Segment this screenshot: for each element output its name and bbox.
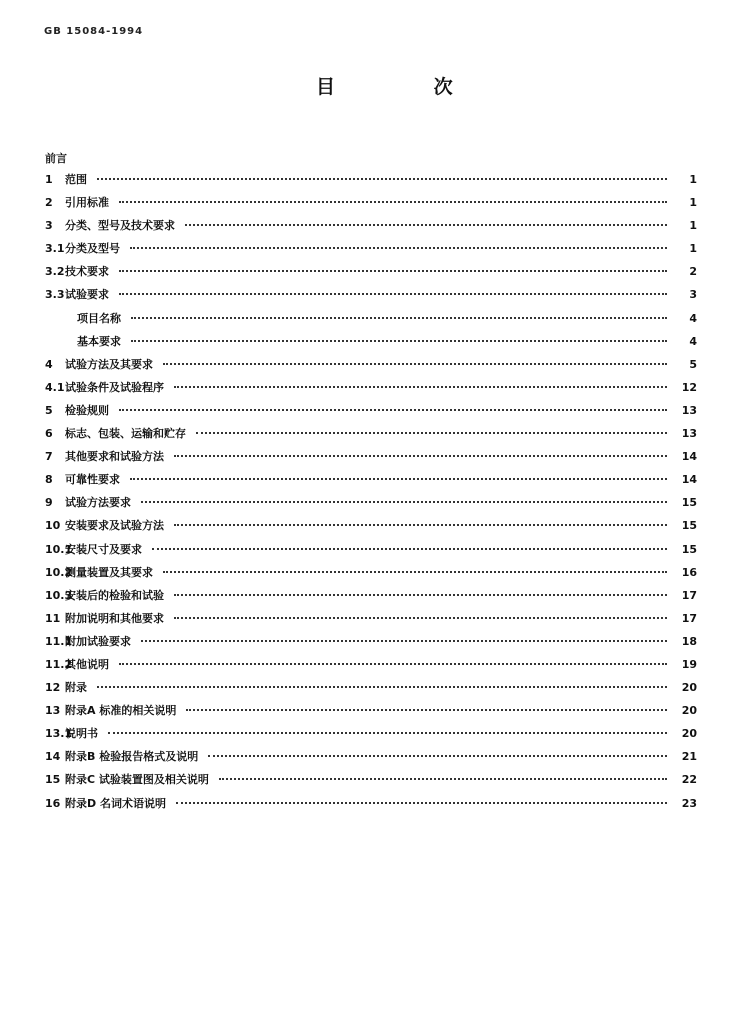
toc-entry-page: 15 bbox=[681, 519, 697, 533]
toc-entry-number: 3.2 bbox=[45, 265, 65, 279]
toc-dot-leader bbox=[97, 686, 667, 688]
toc-entry-label: 范围 bbox=[65, 173, 87, 186]
toc-entry-number: 16 bbox=[45, 796, 61, 810]
toc-entry-label: 附加试验要求 bbox=[65, 634, 131, 648]
toc-entry-label: 附录D 名词术语说明 bbox=[65, 796, 166, 810]
toc-entry-number: 4 bbox=[45, 357, 53, 371]
toc-dot-leader bbox=[174, 617, 667, 619]
toc-entry-number: 11 bbox=[45, 611, 61, 625]
toc-entry-label: 可靠性要求 bbox=[65, 473, 120, 487]
toc-entry-page: 15 bbox=[681, 542, 697, 556]
toc-entry[interactable] bbox=[45, 217, 697, 240]
toc-dot-leader bbox=[108, 732, 667, 734]
toc-entry[interactable] bbox=[45, 702, 697, 725]
toc-entry-page: 20 bbox=[681, 681, 697, 695]
toc-entry-label: 安装后的检验和试验 bbox=[65, 588, 164, 602]
toc-dot-leader bbox=[131, 340, 667, 342]
toc-entry-number: 4.1 bbox=[45, 380, 65, 394]
toc-entry-page: 21 bbox=[681, 750, 697, 764]
toc-entry-number: 10.2 bbox=[45, 565, 73, 579]
toc-dot-leader bbox=[130, 478, 667, 480]
toc-entry-page: 1 bbox=[689, 173, 697, 186]
toc-entry-label: 分类及型号 bbox=[65, 242, 120, 256]
toc-dot-leader bbox=[119, 270, 667, 272]
toc-entry[interactable] bbox=[45, 356, 697, 379]
toc-entry[interactable] bbox=[45, 725, 697, 748]
toc-dot-leader bbox=[219, 778, 667, 780]
toc-entry-page: 17 bbox=[681, 588, 697, 602]
toc-entry-label: 基本要求 bbox=[77, 334, 121, 348]
toc-entry-page: 23 bbox=[681, 796, 697, 810]
toc-entry-number: 3.3 bbox=[45, 288, 65, 302]
toc-entry-page: 19 bbox=[681, 657, 697, 671]
toc-entry-page: 14 bbox=[681, 450, 697, 464]
toc-dot-leader bbox=[163, 363, 667, 365]
toc-entry-number: 11.1 bbox=[45, 634, 73, 648]
toc-entry-page: 12 bbox=[681, 380, 697, 394]
toc-entry[interactable] bbox=[45, 610, 697, 633]
toc-entry[interactable] bbox=[45, 333, 697, 356]
toc-dot-leader bbox=[119, 663, 667, 665]
toc-entry-page: 17 bbox=[681, 611, 697, 625]
toc-entry-label: 附录A 标准的相关说明 bbox=[65, 704, 177, 718]
toc-entry-number: 9 bbox=[45, 496, 53, 510]
toc-dot-leader bbox=[163, 571, 667, 573]
toc-entry-number: 12 bbox=[45, 681, 61, 695]
toc-dot-leader bbox=[174, 524, 667, 526]
toc-entry-page: 2 bbox=[689, 265, 697, 279]
toc-dot-leader bbox=[119, 201, 667, 203]
toc-entry[interactable] bbox=[45, 240, 697, 263]
toc-entry-label: 说明书 bbox=[65, 727, 98, 741]
toc-entry-page: 4 bbox=[689, 311, 697, 325]
toc-entry[interactable] bbox=[45, 494, 697, 517]
toc-entry-number: 1 bbox=[45, 173, 53, 186]
toc-dot-leader bbox=[141, 501, 667, 503]
toc-entry[interactable] bbox=[45, 425, 697, 448]
toc-dot-leader bbox=[185, 224, 667, 226]
toc-entry-label: 其他要求和试验方法 bbox=[65, 450, 164, 464]
preface-label: 前言 bbox=[45, 152, 67, 165]
toc-entry-number: 3 bbox=[45, 219, 53, 233]
toc-entry-page: 20 bbox=[681, 727, 697, 741]
toc-entry-number: 3.1 bbox=[45, 242, 65, 256]
toc-dot-leader bbox=[174, 594, 667, 596]
toc-entry-number: 6 bbox=[45, 427, 53, 441]
toc-entry-label: 试验条件及试验程序 bbox=[65, 380, 164, 394]
toc-entry-label: 检验规则 bbox=[65, 403, 109, 417]
toc-entry[interactable] bbox=[45, 402, 697, 425]
toc-entry-page: 14 bbox=[681, 473, 697, 487]
toc-entry-page: 18 bbox=[681, 634, 697, 648]
toc-entry-page: 3 bbox=[689, 288, 697, 302]
toc-entry-page: 16 bbox=[681, 565, 697, 579]
toc-entry-label: 技术要求 bbox=[65, 265, 109, 279]
toc-entry-number: 10.3 bbox=[45, 588, 73, 602]
toc-entry-label: 标志、包装、运输和贮存 bbox=[65, 427, 186, 441]
toc-entry-label: 测量装置及其要求 bbox=[65, 565, 153, 579]
toc-entry-number: 13 bbox=[45, 704, 61, 718]
toc-entry-label: 引用标准 bbox=[65, 196, 109, 210]
toc-entry-page: 15 bbox=[681, 496, 697, 510]
toc-entry-page: 5 bbox=[689, 357, 697, 371]
toc-dot-leader bbox=[186, 709, 667, 711]
toc-entry-number: 5 bbox=[45, 403, 53, 417]
toc-entry-page: 4 bbox=[689, 334, 697, 348]
toc-dot-leader bbox=[141, 640, 667, 642]
toc-entry-page: 1 bbox=[689, 219, 697, 233]
toc-entry[interactable] bbox=[45, 771, 697, 794]
toc-entry-page: 20 bbox=[681, 704, 697, 718]
toc-entry-number: 13.1 bbox=[45, 727, 73, 741]
toc-entry-label: 项目名称 bbox=[77, 311, 121, 325]
toc-entry-number: 11.2 bbox=[45, 657, 73, 671]
toc-dot-leader bbox=[119, 293, 667, 295]
toc-entry-page: 1 bbox=[689, 242, 697, 256]
toc-entry-label: 试验要求 bbox=[65, 288, 109, 302]
toc-entry[interactable] bbox=[45, 310, 697, 333]
toc-entry-number: 10.1 bbox=[45, 542, 73, 556]
toc-entry-page: 22 bbox=[681, 773, 697, 787]
toc-entry[interactable] bbox=[45, 194, 697, 217]
toc-dot-leader bbox=[176, 802, 667, 804]
toc-entry[interactable] bbox=[45, 795, 697, 818]
toc-entry-label: 附录 bbox=[65, 681, 87, 695]
toc-entry[interactable] bbox=[45, 471, 697, 494]
toc-entry-label: 附加说明和其他要求 bbox=[65, 611, 164, 625]
toc-entry-label: 试验方法及其要求 bbox=[65, 357, 153, 371]
toc-entry-number: 14 bbox=[45, 750, 61, 764]
toc-entry-label: 附录C 试验装置图及相关说明 bbox=[65, 773, 209, 787]
toc-entry-page: 1 bbox=[689, 196, 697, 210]
toc-entry-page: 13 bbox=[681, 427, 697, 441]
toc-entry-number: 8 bbox=[45, 473, 53, 487]
toc-entry[interactable] bbox=[45, 587, 697, 610]
toc-entry-number: 15 bbox=[45, 773, 61, 787]
toc-dot-leader bbox=[97, 178, 667, 180]
toc-entry-number: 10 bbox=[45, 519, 61, 533]
toc-entry[interactable] bbox=[45, 286, 697, 309]
toc-entry[interactable] bbox=[45, 564, 697, 587]
toc-entry[interactable] bbox=[45, 171, 697, 194]
toc-entry-page: 13 bbox=[681, 403, 697, 417]
toc-entry[interactable] bbox=[45, 517, 697, 540]
toc-entry[interactable] bbox=[45, 541, 697, 564]
toc-dot-leader bbox=[174, 455, 667, 457]
toc-entry[interactable] bbox=[45, 748, 697, 771]
toc-dot-leader bbox=[174, 386, 667, 388]
toc-entry-number: 7 bbox=[45, 450, 53, 464]
toc-dot-leader bbox=[208, 755, 667, 757]
toc-entry[interactable] bbox=[45, 263, 697, 286]
toc-entry[interactable] bbox=[45, 656, 697, 679]
toc-entry-label: 其他说明 bbox=[65, 657, 109, 671]
toc-dot-leader bbox=[152, 548, 667, 550]
toc-entry-label: 分类、型号及技术要求 bbox=[65, 219, 175, 233]
toc-entry-number: 2 bbox=[45, 196, 53, 210]
toc-entry[interactable] bbox=[45, 448, 697, 471]
toc-entry[interactable] bbox=[45, 379, 697, 402]
toc-entry-label: 附录B 检验报告格式及说明 bbox=[65, 750, 199, 764]
toc-dot-leader bbox=[130, 247, 667, 249]
toc-entry-label: 试验方法要求 bbox=[65, 496, 131, 510]
standard-id: GB 15084-1994 bbox=[44, 26, 144, 37]
toc-dot-leader bbox=[131, 317, 667, 319]
toc-dot-leader bbox=[119, 409, 667, 411]
toc-entry-label: 安装尺寸及要求 bbox=[65, 542, 142, 556]
toc-entry[interactable] bbox=[45, 679, 697, 702]
table-of-contents bbox=[45, 171, 697, 818]
toc-entry[interactable] bbox=[45, 633, 697, 656]
page-title: 目 次 bbox=[316, 76, 499, 98]
toc-entry-label: 安装要求及试验方法 bbox=[65, 519, 164, 533]
toc-dot-leader bbox=[196, 432, 667, 434]
